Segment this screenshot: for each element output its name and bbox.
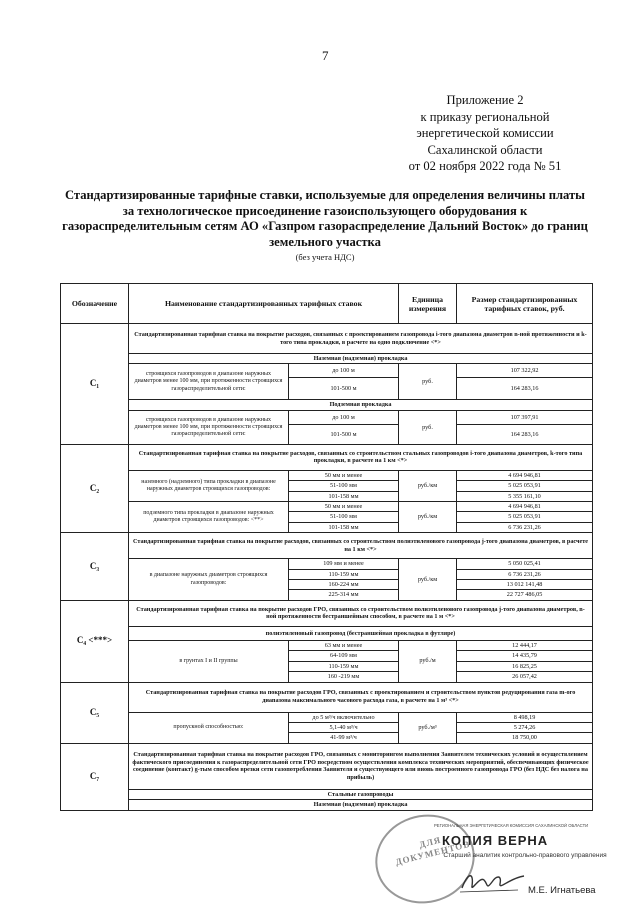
c5-range: 41-99 м³/ч [289,733,399,743]
c1-range: 101-500 м [289,424,399,444]
c1-subheading-aboveground: Наземная (надземная) прокладка [129,354,593,364]
c4-description: Стандартизированная тарифная ставка на покрытие расходов ГРО, связанных со строительством полиэтиленового газопровода j-того диапазона диаметров, n-ной протяженности бестраншейным способом, в расчете на 1 м <*> [129,600,593,626]
c4-range: 63 мм и менее [289,640,399,650]
c5-label: пропускной способностью: [129,712,289,743]
table-row [61,410,593,424]
c3-range: 110-159 мм [289,569,399,579]
c4-label: в грунтах I и II группы [129,640,289,682]
table-row [61,502,593,512]
table-row [61,400,593,410]
c5-value: 5 274,26 [457,722,593,732]
c2-range: 50 мм и менее [289,470,399,480]
c4-range: 64-109 мм [289,651,399,661]
copy-certified-title: КОПИЯ ВЕРНА [442,833,549,848]
c5-range: до 5 м³/ч включительно [289,712,399,722]
c2-range: 101-158 мм [289,522,399,532]
table-row [61,354,593,364]
header-name: Наименование стандартизированных тарифных ставок [129,284,399,324]
c4-value: 26 057,42 [457,672,593,682]
c2-value: 4 694 946,81 [457,470,593,480]
c2-value: 5 355 161,10 [457,491,593,501]
table-row [61,640,593,650]
c3-value: 5 050 025,41 [457,559,593,569]
table-row [61,559,593,569]
stamp-role: Старший аналитик контрольно-правового управления [443,852,607,859]
appendix-line: Приложение 2 [446,93,524,107]
appendix-line: Сахалинской области [427,142,543,157]
c1-range: 101-500 м [289,378,399,400]
c4-value: 14 435,79 [457,651,593,661]
c1-label: строящихся газопроводов в диапазоне наружных диаметров менее 100 мм, при протяженности строящихся газораспределительной сети: [129,410,289,444]
c7-description: Стандартизированная тарифная ставка на покрытие расходов ГРО, связанных с мониторингом выполнения Заявителем технических условий и осуществлением фактического присоединения к газораспределительной сети ГРО посредством осуществления комплекса технических мероприятий, обеспечивающих физическое соединение (контакт) g-тым способом врезки сети газопотребления Заявителя и существующего или вновь построенного газопровода ГРО (без НДС без налога на прибыль) [129,743,593,789]
c4-value: 16 825,25 [457,661,593,671]
c2-range: 51-100 мм [289,481,399,491]
c5-description: Стандартизированная тарифная ставка на покрытие расходов ГРО, связанных с проектированием и строительством пунктов редуцирования газа m-ого диапазона максимального часового расхода газа, в расчете на 1 м³ <*> [129,682,593,712]
document-subtitle: (без учета НДС) [295,252,355,262]
c2-value: 5 025 053,91 [457,512,593,522]
c3-range: 160-224 мм [289,580,399,590]
c1-value: 107 322,92 [457,364,593,378]
header-unit: Единица измерения [399,284,457,324]
c2-value: 6 736 231,26 [457,522,593,532]
c1-label: строящихся газопроводов в диапазоне наружных диаметров менее 100 мм, при протяженности строящихся газораспределительной сети: [129,364,289,400]
header-code: Обозначение [61,284,129,324]
round-stamp-text: ДЛЯ ДОКУМЕНТОВ [394,834,472,868]
c1-value: 107 397,91 [457,410,593,424]
c1-value: 164 283,16 [457,378,593,400]
code-c4: C₄ <***> [61,600,129,682]
code-c3: C₃ [61,533,129,601]
c4-range: 110-159 мм [289,661,399,671]
c7-subheading-aboveground: Наземная (надземная) прокладка [129,800,593,810]
appendix-line: от 02 ноября 2022 года № 51 [408,159,562,174]
signature-icon [458,866,528,896]
appendix-block [375,92,595,175]
c2-range: 51-100 мм [289,512,399,522]
appendix-line: к приказу региональной [420,109,550,124]
c3-unit: руб./км [399,559,457,601]
stamp-organization: РЕГИОНАЛЬНАЯ ЭНЕРГЕТИЧЕСКАЯ КОМИССИЯ САХАЛИНСКОЙ ОБЛАСТИ [434,823,589,828]
c2-range: 50 мм и менее [289,502,399,512]
table-row [61,743,593,789]
c2-description: Стандартизированная тарифная ставка на покрытие расходов, связанных со строительством стальных газопроводов i-того диапазона диаметров, k-того типа прокладки, в расчете на 1 км <*> [129,444,593,470]
c1-range: до 100 м [289,410,399,424]
c3-value: 13 012 141,48 [457,580,593,590]
header-size: Размер стандартизированных тарифных ставок, руб. [457,284,593,324]
c7-subheading-steel: Стальные газопроводы [129,789,593,799]
table-row [61,444,593,470]
c4-range: 160 -219 мм [289,672,399,682]
c4-value: 12 444,17 [457,640,593,650]
table-row [61,800,593,810]
table-row [61,789,593,799]
signatory-name: М.Е. Игнатьева [528,885,596,896]
code-c1: C₁ [61,324,129,445]
c1-unit: руб. [399,410,457,444]
c2-range: 101-158 мм [289,491,399,501]
c2-unit: руб./км [399,470,457,501]
c1-range: до 100 м [289,364,399,378]
table-row [61,470,593,480]
c3-description: Стандартизированная тарифная ставка на покрытие расходов, связанных со строительством полиэтиленового газопровода j-того диапазона диаметров, в расчете на 1 км <*> [129,533,593,559]
c4-subheading: полиэтиленовый газопровод (бестраншейная прокладка в футляре) [129,626,593,640]
c3-label: в диапазоне наружных диаметров строящихся газопроводов: [129,559,289,601]
c1-description: Стандартизированная тарифная ставка на покрытие расходов, связанных с проектированием газопровода i-того диапазона диаметров n-ной протяженности и k-того типа прокладки, в расчете на одно подключение <*> [129,324,593,354]
table-row [61,533,593,559]
c5-unit: руб./м³ [399,712,457,743]
document-title: Стандартизированные тарифные ставки, используемые для определения величины платы за технологическое присоединение газоиспользующего оборудования к газораспределительным сетям АО «Газпром газораспределение Дальний Восток» до границ земельного участка [62,188,588,249]
code-c7: C₇ [61,743,129,810]
c2-value: 4 694 946,81 [457,502,593,512]
c5-value: 8 498,19 [457,712,593,722]
c2-unit: руб./км [399,502,457,533]
c4-unit: руб./м [399,640,457,682]
c2-value: 5 025 053,91 [457,481,593,491]
c5-value: 18 750,00 [457,733,593,743]
table-row [61,600,593,626]
table-row [61,626,593,640]
c2-label-aboveground: наземного (надземного) типа прокладки в диапазоне наружных диаметров строящихся газопроводов: [129,470,289,501]
appendix-line: энергетической комиссии [416,126,554,141]
table-row [61,712,593,722]
c5-range: 5,1-40 м³/ч [289,722,399,732]
tariff-table [60,283,593,811]
table-header-row [61,284,593,324]
table-row [61,682,593,712]
c2-label-underground: подземного типа прокладки в диапазоне наружных диаметров строящихся газопроводов: <**> [129,502,289,533]
c3-value: 6 736 231,26 [457,569,593,579]
code-c2: C₂ [61,444,129,532]
c1-unit: руб. [399,364,457,400]
code-c5: C₅ [61,682,129,743]
table-row [61,324,593,354]
c3-range: 225-314 мм [289,590,399,600]
c3-range: 109 мм и менее [289,559,399,569]
page-number: 7 [322,48,329,63]
c1-value: 164 283,16 [457,424,593,444]
c3-value: 22 727 486,05 [457,590,593,600]
table-row [61,364,593,378]
c1-subheading-underground: Подземная прокладка [129,400,593,410]
